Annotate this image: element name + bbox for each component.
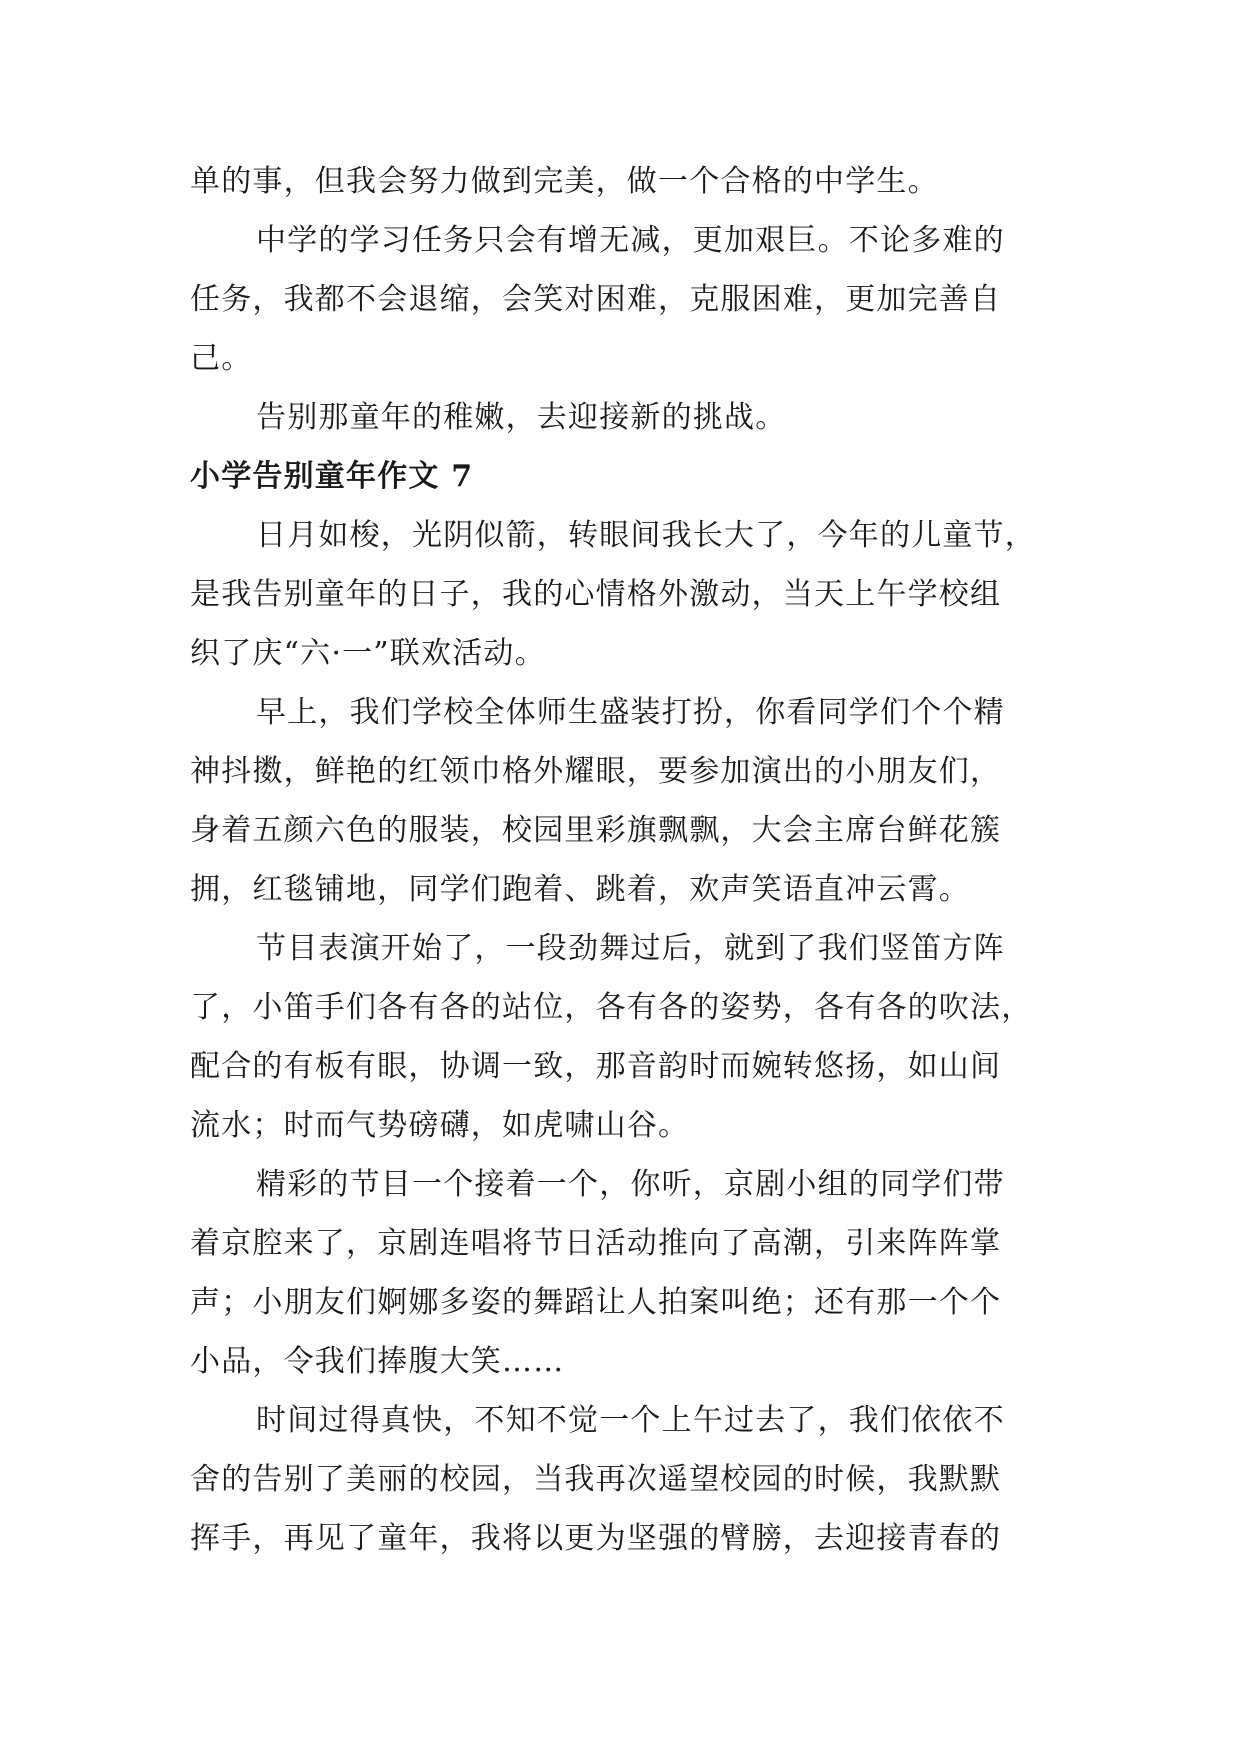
paragraph: [190, 1391, 1056, 1568]
paragraph-continuation: [190, 152, 1056, 211]
text-line: 了，小笛手们各有各的站位，各有各的姿势，各有各的吹法，: [190, 990, 1033, 1025]
text-line: 织了庆“六·一”联欢活动。: [190, 636, 546, 671]
text-line: 节目表演开始了，一段劲舞过后，就到了我们竖笛方阵: [256, 931, 1005, 966]
text-line: 日月如梭，光阴似箭，转眼间我长大了，今年的儿童节，: [256, 518, 1036, 553]
text-line: 时间过得真快，不知不觉一个上午过去了，我们依依不: [256, 1403, 1005, 1438]
text-line: 声；小朋友们婀娜多姿的舞蹈让人拍案叫绝；还有那一个个: [190, 1285, 1002, 1320]
text-line: 身着五颜六色的服装，校园里彩旗飘飘，大会主席台鲜花簇: [190, 813, 1002, 848]
paragraph: [190, 683, 1056, 919]
text-line: 己。: [190, 341, 253, 376]
text-line: 早上，我们学校全体师生盛装打扮，你看同学们个个精: [256, 695, 1005, 730]
text-line: 告别那童年的稚嫩，去迎接新的挑战。: [256, 400, 787, 435]
text-line: 舍的告别了美丽的校园，当我再次遥望校园的时候，我默默: [190, 1462, 1002, 1497]
text-line: 单的事，但我会努力做到完美，做一个合格的中学生。: [190, 164, 939, 199]
text-line: 中学的学习任务只会有增无减，更加艰巨。不论多难的: [256, 223, 1005, 258]
paragraph: [190, 388, 1056, 447]
text-line: 任务，我都不会退缩，会笑对困难，克服困难，更加完善自: [190, 282, 1002, 317]
paragraph: [190, 506, 1056, 683]
text-line: 精彩的节目一个接着一个，你听，京剧小组的同学们带: [256, 1167, 1005, 1202]
text-line: 是我告别童年的日子，我的心情格外激动，当天上午学校组: [190, 577, 1002, 612]
section-heading: 小学告别童年作文 7: [190, 459, 474, 494]
paragraph: [190, 211, 1056, 388]
text-line: 流水；时而气势磅礴，如虎啸山谷。: [190, 1108, 690, 1143]
text-line: 挥手，再见了童年，我将以更为坚强的臂膀，去迎接青春的: [190, 1521, 1002, 1556]
document-page: [190, 152, 1056, 1568]
paragraph: [190, 1155, 1056, 1391]
text-line: 配合的有板有眼，协调一致，那音韵时而婉转悠扬，如山间: [190, 1049, 1002, 1084]
text-line: 小品，令我们捧腹大笑……: [190, 1344, 565, 1379]
text-line: 拥，红毯铺地，同学们跑着、跳着，欢声笑语直冲云霄。: [190, 872, 970, 907]
text-line: 着京腔来了，京剧连唱将节日活动推向了高潮，引来阵阵掌: [190, 1226, 1002, 1261]
paragraph: [190, 919, 1056, 1155]
text-line: 神抖擞，鲜艳的红领巾格外耀眼，要参加演出的小朋友们，: [190, 754, 1002, 789]
